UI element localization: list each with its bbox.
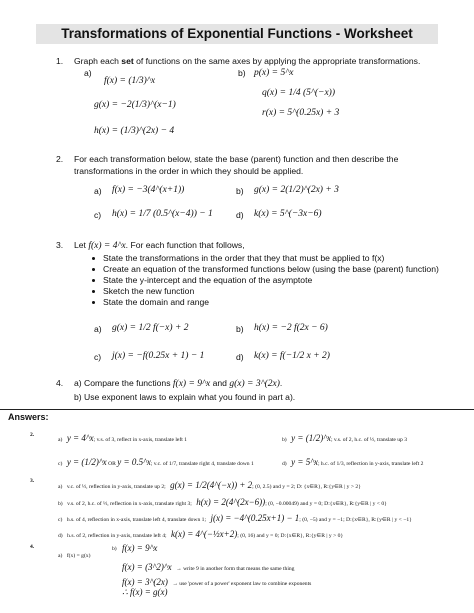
q3-a: g(x) = 1/2 f(−x) + 2 — [112, 323, 189, 333]
q2-number: 2. — [56, 154, 64, 164]
q3-c-label: c) — [94, 352, 102, 362]
q3-intro: Let f(x) = 4^x. For each function that follows, — [74, 240, 245, 251]
ans3-c: c) h.s. of 4, reflection in x-axis, translate left 4, translate down 1; j(x) = −4^(0.25x+1) − 1; (0, −5) and y = −1; D:{x∈R}, R:{y∈R | y < −1} — [58, 513, 412, 523]
q4-a: a) Compare the functions f(x) = 9^x and g(x) = 3^(2x). — [74, 378, 283, 389]
q3-bullet-2: Create an equation of the transformed functions below (using the base (parent) function) — [92, 264, 439, 275]
q2-line1: For each transformation below, state the base (parent) function and then describe the — [74, 154, 399, 164]
q1-a2: g(x) = −2(1/3)^(x−1) — [94, 100, 176, 110]
page-title: Transformations of Exponential Functions - Worksheet — [36, 24, 438, 44]
q2-a-label: a) — [94, 186, 102, 196]
q4-number: 4. — [56, 378, 64, 388]
ans3-number: 3. — [30, 478, 35, 484]
q2-b-label: b) — [236, 186, 244, 196]
q2-line2: transformations in the order in which they should be applied. — [74, 166, 304, 176]
ans4-b1: f(x) = 9^x — [122, 543, 158, 553]
ans2-d: d) y = 5^x; h.c. of 1/3, reflection in y-axis, translate left 2 — [282, 457, 424, 467]
ans2-b: b) y = (1/2)^x; v.s. of 2, h.c. of ½, translate up 3 — [282, 433, 408, 443]
q3-b-label: b) — [236, 324, 244, 334]
ans3-b: b) v.s. of 2, h.c. of ½, reflection in x-axis, translate right 3; h(x) = 2(4^(2x−6)); (0, −0.00049) and y = 0; D:{x∈R}, R:{y∈R | y < 0} — [58, 497, 387, 507]
q3-c: j(x) = −f(0.25x + 1) − 1 — [112, 351, 205, 361]
answers-heading: Answers: — [8, 412, 49, 422]
ans2-number: 2. — [30, 432, 35, 438]
q1-a3: h(x) = (1/3)^(2x) − 4 — [94, 126, 175, 136]
q3-bullet-4: Sketch the new function — [92, 286, 194, 297]
q3-number: 3. — [56, 240, 64, 250]
q3-a-label: a) — [94, 324, 102, 334]
ans4-b4: ∴ f(x) = g(x) — [122, 587, 168, 597]
q1-a-label: a) — [84, 68, 92, 78]
ans4-b3: f(x) = 3^(2x) → use 'power of a power' exponent law to combine exponents — [122, 577, 312, 587]
q3-bullet-1: State the transformations in the order that they that must be applied to f(x) — [92, 253, 384, 264]
q2-c-label: c) — [94, 210, 102, 220]
q2-c: h(x) = 1/7 (0.5^(x−4)) − 1 — [112, 209, 213, 219]
q1-b3: r(x) = 5^(0.25x) + 3 — [262, 108, 340, 118]
ans2-a: a) y = 4^x; v.s. of 3, reflect in x-axis, translate left 1 — [58, 433, 187, 443]
ans3-d: d) h.s. of 2, reflection in y-axis, translate left 4; k(x) = 4^(−½x+2); (0, 16) and y = 0; D:{x∈R}, R:{y∈R | y > 0} — [58, 529, 344, 539]
ans4-number: 4. — [30, 544, 35, 550]
q3-bullet-5: State the domain and range — [92, 297, 209, 308]
q1-b2: q(x) = 1/4 (5^(−x)) — [262, 88, 336, 98]
q3-d: k(x) = f(−1/2 x + 2) — [254, 351, 330, 361]
q1-number: 1. — [56, 56, 64, 66]
q4-b: b) Use exponent laws to explain what you found in part a). — [74, 392, 296, 402]
q2-d-label: d) — [236, 210, 244, 220]
ans4-b-label: b) — [112, 546, 117, 552]
ans2-c: c) y = (1/2)^x OR y = 0.5^x; v.c. of 1/7, translate right 4, translate down 1 — [58, 457, 254, 467]
ans3-a: a) v.c. of ½, reflection in y-axis, translate up 2; g(x) = 1/2(4^(−x)) + 2; (0, 2.5) and y = 2; D: {x∈R}, R:{y∈R | y > 2} — [58, 480, 361, 490]
ans4-a: a) f(x) = g(x) — [58, 553, 91, 559]
q3-d-label: d) — [236, 352, 244, 362]
q1-b1: p(x) = 5^x — [254, 68, 294, 78]
q1-text: Graph each set of functions on the same axes by applying the appropriate transformations. — [74, 56, 421, 66]
q2-b: g(x) = 2(1/2)^(2x) + 3 — [254, 185, 339, 195]
q1-b-label: b) — [238, 68, 246, 78]
q2-d: k(x) = 5^(−3x−6) — [254, 209, 322, 219]
q3-b: h(x) = −2 f(2x − 6) — [254, 323, 328, 333]
answers-divider — [0, 409, 474, 410]
q1-a1: f(x) = (1/3)^x — [104, 76, 156, 86]
ans4-b2: f(x) = (3^2)^x → write 9 in another form that means the same thing — [122, 562, 295, 572]
q2-a: f(x) = −3(4^(x+1)) — [112, 185, 185, 195]
q3-bullet-3: State the y-intercept and the equation of the asymptote — [92, 275, 312, 286]
